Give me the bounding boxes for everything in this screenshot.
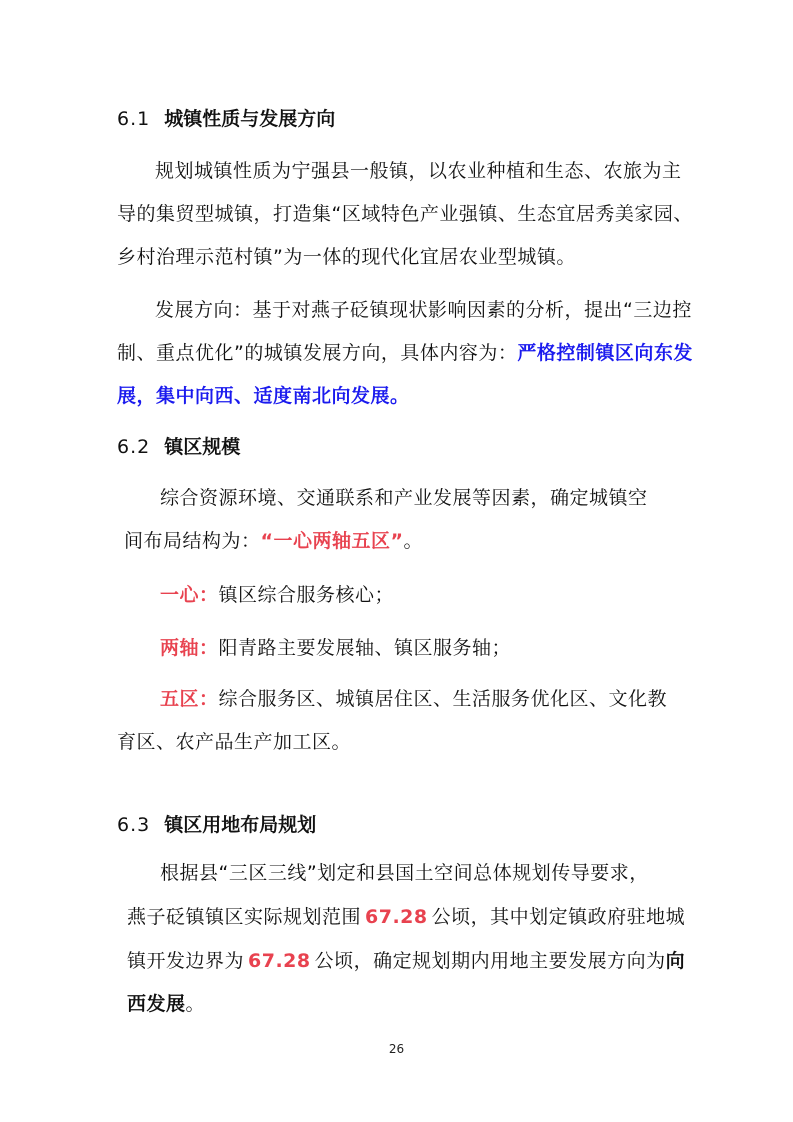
- land-use-text: 燕子砭镇镇区实际规划范围: [127, 906, 362, 928]
- section-6-1-paragraph-2: [117, 289, 697, 418]
- land-use-text: 。: [185, 993, 206, 1015]
- planning-area-value: 67.28: [365, 906, 428, 928]
- section-6-2-heading: [117, 432, 240, 459]
- section-number: 6.1: [117, 108, 151, 130]
- section-6-1-paragraph-1: 规划城镇性质为宁强县一般镇，以农业种植和生态、农旅为主导的集贸型城镇，打造集“区域特色产业强镇、生态宜居秀美家园、乡村治理示范村镇”为一体的现代化宜居农业型城镇。: [117, 160, 693, 268]
- land-use-line-2: [127, 902, 685, 929]
- development-direction-text: 发展方向：基于对燕子砭镇现状影响因素的分析，提出“三边控制、重点优化”的城镇发展方向，具体内容为：: [117, 299, 692, 364]
- list-item-text: 阳青路主要发展轴、镇区服务轴；: [218, 637, 512, 659]
- development-direction-highlight: 严格控制镇区向东发展，集中向西、适度南北向发展。: [117, 342, 693, 407]
- land-use-text: 镇开发边界为: [127, 950, 245, 972]
- land-use-line-3: [127, 946, 685, 973]
- direction-emphasis: 向: [665, 950, 686, 972]
- layout-structure-suffix: 。: [403, 530, 424, 552]
- development-boundary-value: 67.28: [248, 950, 311, 972]
- list-item-two-axes: [160, 633, 511, 660]
- land-use-text: 公顷，确定规划期内用地主要发展方向为: [314, 950, 666, 972]
- list-item-text: 综合服务区、城镇居住区、生活服务优化区、文化教: [218, 688, 668, 710]
- section-title: 城镇性质与发展方向: [164, 108, 336, 130]
- list-item-label: 五区：: [160, 688, 219, 710]
- list-item-five-zones: [160, 684, 667, 711]
- section-6-1-heading: [117, 104, 335, 131]
- page-number: 26: [388, 1042, 405, 1056]
- direction-emphasis: 西发展: [127, 993, 186, 1015]
- layout-structure-line-1: 综合资源环境、交通联系和产业发展等因素，确定城镇空: [160, 487, 648, 509]
- land-use-text: 公顷，其中划定镇政府驻地城: [431, 906, 686, 928]
- layout-structure-highlight: “一心两轴五区”: [260, 530, 404, 552]
- section-title: 镇区规模: [164, 436, 241, 458]
- list-item-label: 一心：: [160, 584, 219, 606]
- layout-structure-line-2: [124, 526, 423, 553]
- list-item-one-center: [160, 580, 394, 607]
- layout-structure-prefix: 间布局结构为：: [124, 530, 261, 552]
- section-title: 镇区用地布局规划: [164, 814, 317, 836]
- list-item-five-zones-continued: 育区、农产品生产加工区。: [117, 731, 352, 753]
- land-use-line-4: [127, 989, 205, 1016]
- list-item-text: 镇区综合服务核心；: [218, 584, 395, 606]
- section-number: 6.2: [117, 436, 151, 458]
- section-number: 6.3: [117, 814, 151, 836]
- section-6-3-heading: [117, 810, 316, 837]
- list-item-label: 两轴：: [160, 637, 219, 659]
- land-use-line-1: 根据县“三区三线”划定和县国土空间总体规划传导要求，: [160, 862, 649, 884]
